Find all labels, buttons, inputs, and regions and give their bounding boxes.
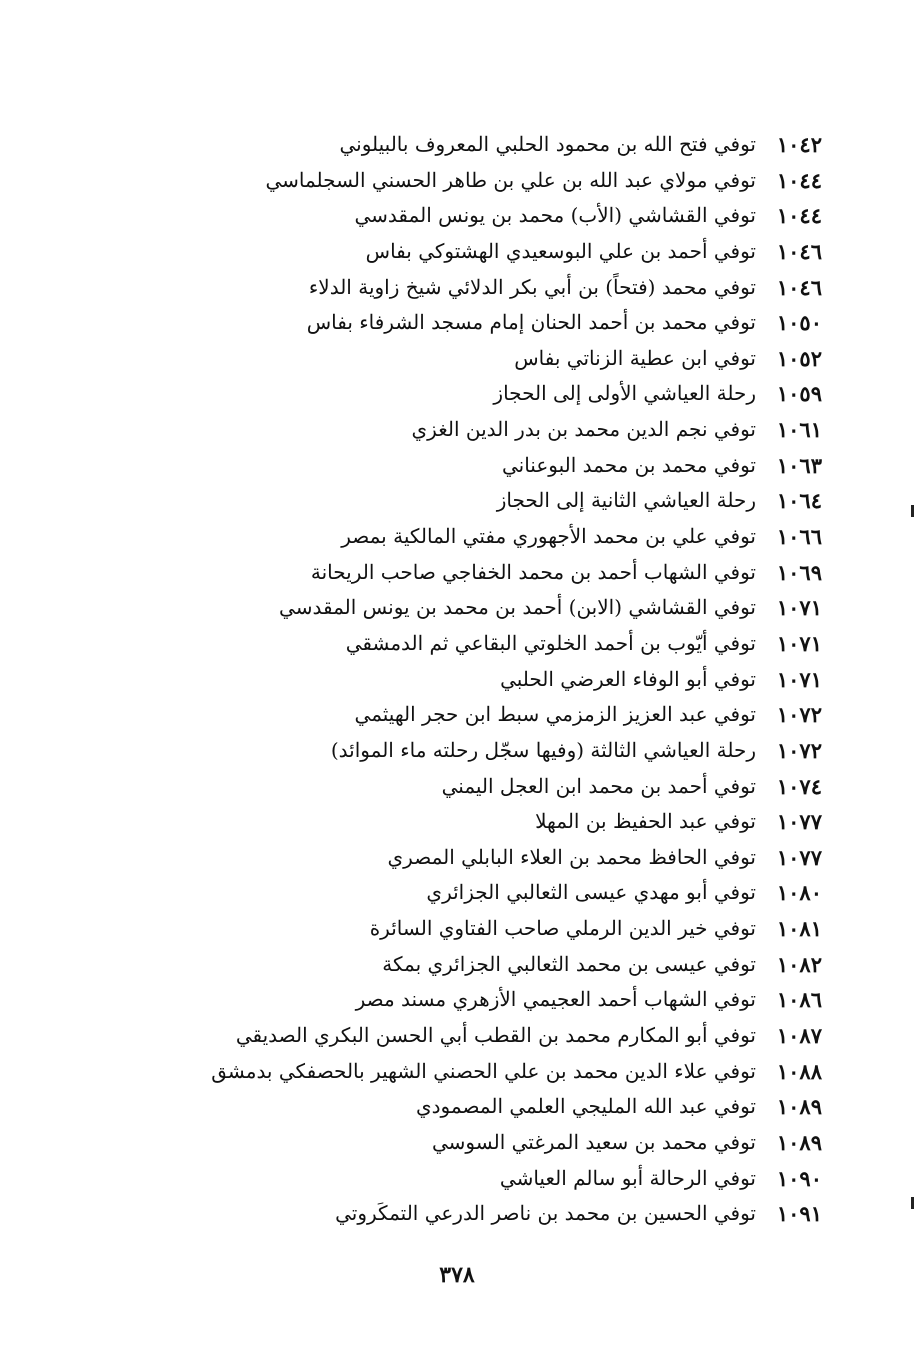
entry-event: توفي محمد بن أحمد الحنان إمام مسجد الشرفاء بفاس xyxy=(306,310,756,335)
entry-event: توفي الرحالة أبو سالم العياشي xyxy=(499,1165,756,1190)
chronology-entry xyxy=(102,448,822,484)
entry-event: توفي الشهاب أحمد العجيمي الأزهري مسند مصر xyxy=(355,987,756,1012)
chronology-entry xyxy=(102,305,822,341)
chronology-entry xyxy=(102,1125,822,1161)
entry-year: ١٠٨٠ xyxy=(776,880,822,906)
entry-event: توفي علاء الدين محمد بن علي الحصني الشهير بالحصفكي بدمشق xyxy=(211,1058,756,1083)
chronology-entry xyxy=(102,519,822,555)
chronology-entry xyxy=(102,1018,822,1054)
chronology-entry xyxy=(102,270,822,306)
entry-year: ١٠٧٢ xyxy=(776,702,822,728)
entry-event: توفي عبد العزيز الزمزمي سبط ابن حجر الهيثمي xyxy=(354,702,756,727)
entry-year: ١٠٧١ xyxy=(776,595,822,621)
entry-event: توفي محمد بن محمد البوعناني xyxy=(501,452,756,477)
entry-year: ١٠٦٤ xyxy=(776,488,822,514)
entry-year: ١٠٧٤ xyxy=(776,773,822,799)
entry-event: توفي أحمد بن محمد ابن العجل اليمني xyxy=(441,773,756,798)
chronology-entry xyxy=(102,911,822,947)
chronology-entry xyxy=(102,234,822,270)
entry-event: رحلة العياشي الثانية إلى الحجاز xyxy=(496,488,756,513)
entry-event: رحلة العياشي الأولى إلى الحجاز xyxy=(493,381,756,406)
entry-event: توفي أحمد بن علي البوسعيدي الهشتوكي بفاس xyxy=(365,238,756,263)
entry-event: توفي عبد الحفيظ بن المهلا xyxy=(535,809,756,834)
chronology-entry xyxy=(102,662,822,698)
chronology-entry xyxy=(102,840,822,876)
entry-year: ١٠٧٧ xyxy=(776,809,822,835)
entry-year: ١٠٧٢ xyxy=(776,737,822,763)
entry-year: ١٠٤٤ xyxy=(776,203,822,229)
entry-year: ١٠٨٩ xyxy=(776,1129,822,1155)
entry-year: ١٠٦٣ xyxy=(776,452,822,478)
entry-event: توفي القشاشي (الابن) أحمد بن محمد بن يونس المقدسي xyxy=(279,595,756,620)
chronology-entry xyxy=(102,163,822,199)
entry-event: توفي الشهاب أحمد بن محمد الخفاجي صاحب الريحانة xyxy=(310,559,756,584)
chronology-entry xyxy=(102,341,822,377)
entry-event: توفي خير الدين الرملي صاحب الفتاوي السائرة xyxy=(369,916,756,941)
chronology-entry xyxy=(102,947,822,983)
chronology-entry xyxy=(102,733,822,769)
entry-event: توفي أيّوب بن أحمد الخلوتي البقاعي ثم الدمشقي xyxy=(345,630,756,655)
entry-event: توفي عبد الله المليجي العلمي المصمودي xyxy=(416,1094,756,1119)
chronology-entry xyxy=(102,769,822,805)
entry-year: ١٠٤٦ xyxy=(776,274,822,300)
entry-year: ١٠٨٢ xyxy=(776,951,822,977)
chronology-entry xyxy=(102,982,822,1018)
entry-year: ١٠٦٩ xyxy=(776,559,822,585)
page-number: ٣٧٨ xyxy=(439,1262,475,1288)
entry-event: رحلة العياشي الثالثة (وفيها سجّل رحلته ماء الموائد) xyxy=(330,737,756,762)
entry-year: ١٠٨٦ xyxy=(776,987,822,1013)
chronology-entry xyxy=(102,1196,822,1232)
chronology-entry xyxy=(102,376,822,412)
entry-event: توفي القشاشي (الأب) محمد بن يونس المقدسي xyxy=(354,203,756,228)
entry-year: ١٠٥٠ xyxy=(776,310,822,336)
entry-event: توفي أبو المكارم محمد بن القطب أبي الحسن البكري الصديقي xyxy=(235,1023,756,1048)
entry-event: توفي عيسى بن محمد الثعالبي الجزائري بمكة xyxy=(382,951,756,976)
chronology-entry xyxy=(102,555,822,591)
chronology-entry xyxy=(102,483,822,519)
entry-year: ١٠٧٧ xyxy=(776,844,822,870)
entry-year: ١٠٤٢ xyxy=(776,132,822,157)
chronology-entry xyxy=(102,697,822,733)
entry-event: توفي الحافظ محمد بن العلاء البابلي المصري xyxy=(387,844,756,869)
entry-event: توفي مولاي عبد الله بن علي بن طاهر الحسني السجلماسي xyxy=(265,167,756,192)
chronology-entry xyxy=(102,412,822,448)
entry-year: ١٠٥٢ xyxy=(776,345,822,371)
entry-year: ١٠٤٦ xyxy=(776,238,822,264)
entry-event: توفي ابن عطية الزناتي بفاس xyxy=(514,345,756,370)
chronology-entry xyxy=(102,198,822,234)
chronology-entry xyxy=(102,127,822,163)
chronology-list xyxy=(102,127,822,1232)
chronology-entry xyxy=(102,626,822,662)
entry-year: ١٠٨١ xyxy=(776,916,822,942)
entry-year: ١٠٦١ xyxy=(776,417,822,443)
entry-event: توفي الحسين بن محمد بن ناصر الدرعي التمكَروتي xyxy=(335,1201,756,1226)
entry-year: ١٠٨٩ xyxy=(776,1094,822,1120)
entry-year: ١٠٧١ xyxy=(776,630,822,656)
entry-event: توفي فتح الله بن محمود الحلبي المعروف بالبيلوني xyxy=(339,132,756,156)
entry-event: توفي علي بن محمد الأجهوري مفتي المالكية بمصر xyxy=(341,524,756,549)
entry-year: ١٠٥٩ xyxy=(776,381,822,407)
entry-year: ١٠٩٠ xyxy=(776,1165,822,1191)
entry-event: توفي أبو الوفاء العرضي الحلبي xyxy=(500,666,756,691)
chronology-entry xyxy=(102,1054,822,1090)
entry-event: توفي محمد بن سعيد المرغتي السوسي xyxy=(432,1129,756,1154)
entry-year: ١٠٦٦ xyxy=(776,524,822,550)
entry-event: توفي نجم الدين محمد بن بدر الدين الغزي xyxy=(411,417,756,442)
chronology-entry xyxy=(102,875,822,911)
chronology-entry xyxy=(102,1089,822,1125)
chronology-entry xyxy=(102,590,822,626)
entry-year: ١٠٩١ xyxy=(776,1201,822,1227)
entry-year: ١٠٨٧ xyxy=(776,1023,822,1049)
entry-year: ١٠٧١ xyxy=(776,666,822,692)
entry-event: توفي محمد (فتحاً) بن أبي بكر الدلائي شيخ زاوية الدلاء xyxy=(308,274,756,299)
chronology-entry xyxy=(102,1161,822,1197)
entry-year: ١٠٤٤ xyxy=(776,167,822,193)
entry-event: توفي أبو مهدي عيسى الثعالبي الجزائري xyxy=(426,880,756,905)
entry-year: ١٠٨٨ xyxy=(776,1058,822,1084)
chronology-entry xyxy=(102,804,822,840)
